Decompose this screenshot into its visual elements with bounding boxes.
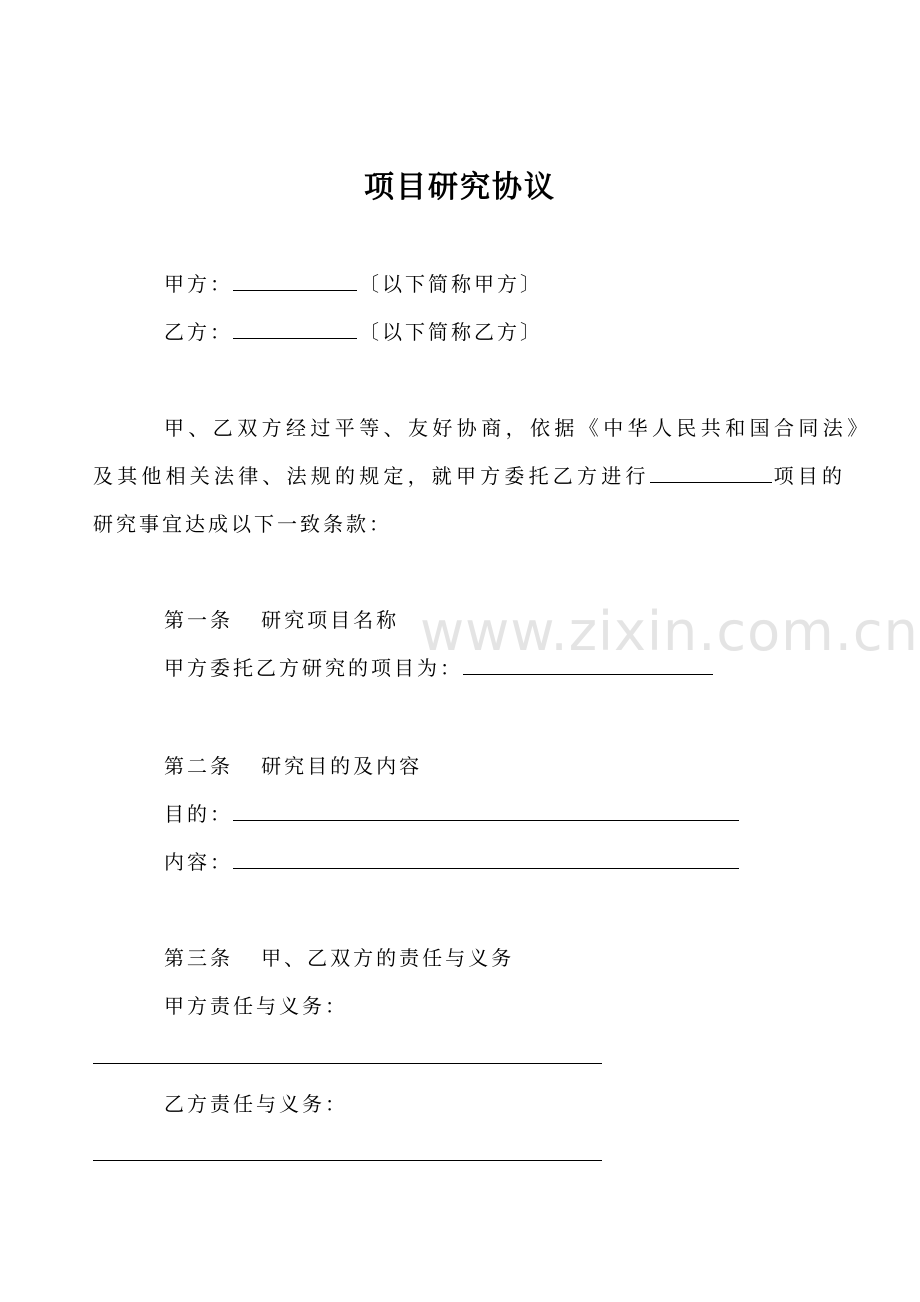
content-blank[interactable] xyxy=(233,848,739,869)
intro-line-2-text: 及其他相关法律、法规的规定，就甲方委托乙方进行 xyxy=(93,464,650,488)
party-b-label: 乙方： xyxy=(164,320,233,344)
article-1-body xyxy=(164,654,715,682)
project-name-blank[interactable] xyxy=(650,462,772,483)
party-a-blank[interactable] xyxy=(233,270,357,291)
purpose-blank[interactable] xyxy=(233,800,739,821)
project-title-blank[interactable] xyxy=(463,654,713,675)
article-1-body-text: 甲方委托乙方研究的项目为： xyxy=(164,656,463,680)
article-3-heading: 第三条 甲、乙双方的责任与义务 xyxy=(164,946,515,970)
party-a-label: 甲方： xyxy=(164,272,233,296)
party-b-blank[interactable] xyxy=(233,318,357,339)
party-a-duty-blank[interactable] xyxy=(93,1063,602,1064)
party-b-line xyxy=(164,318,543,346)
party-b-duty-blank[interactable] xyxy=(93,1160,602,1161)
document-title: 项目研究协议 xyxy=(364,170,556,205)
article-1-heading: 第一条 研究项目名称 xyxy=(164,608,400,632)
article-2-heading: 第二条 研究目的及内容 xyxy=(164,754,423,778)
party-a-line xyxy=(164,270,543,298)
intro-line-2-tail: 项目的 xyxy=(773,464,847,488)
intro-line-1: 甲、乙双方经过平等、友好协商，依据《中华人民共和国合同法》 xyxy=(164,416,872,440)
intro-line-2 xyxy=(93,462,846,490)
intro-line-3: 研究事宜达成以下一致条款： xyxy=(93,512,392,536)
content-label: 内容： xyxy=(164,850,233,874)
purpose-line xyxy=(164,800,741,828)
party-b-suffix: 〔以下简称乙方〕 xyxy=(359,320,543,344)
purpose-label: 目的： xyxy=(164,802,233,826)
party-b-duty-label: 乙方责任与义务： xyxy=(164,1092,348,1116)
content-line xyxy=(164,848,741,876)
watermark: www.zixin.com.cn xyxy=(420,600,919,663)
party-a-duty-label: 甲方责任与义务： xyxy=(164,994,348,1018)
party-a-suffix: 〔以下简称甲方〕 xyxy=(359,272,543,296)
